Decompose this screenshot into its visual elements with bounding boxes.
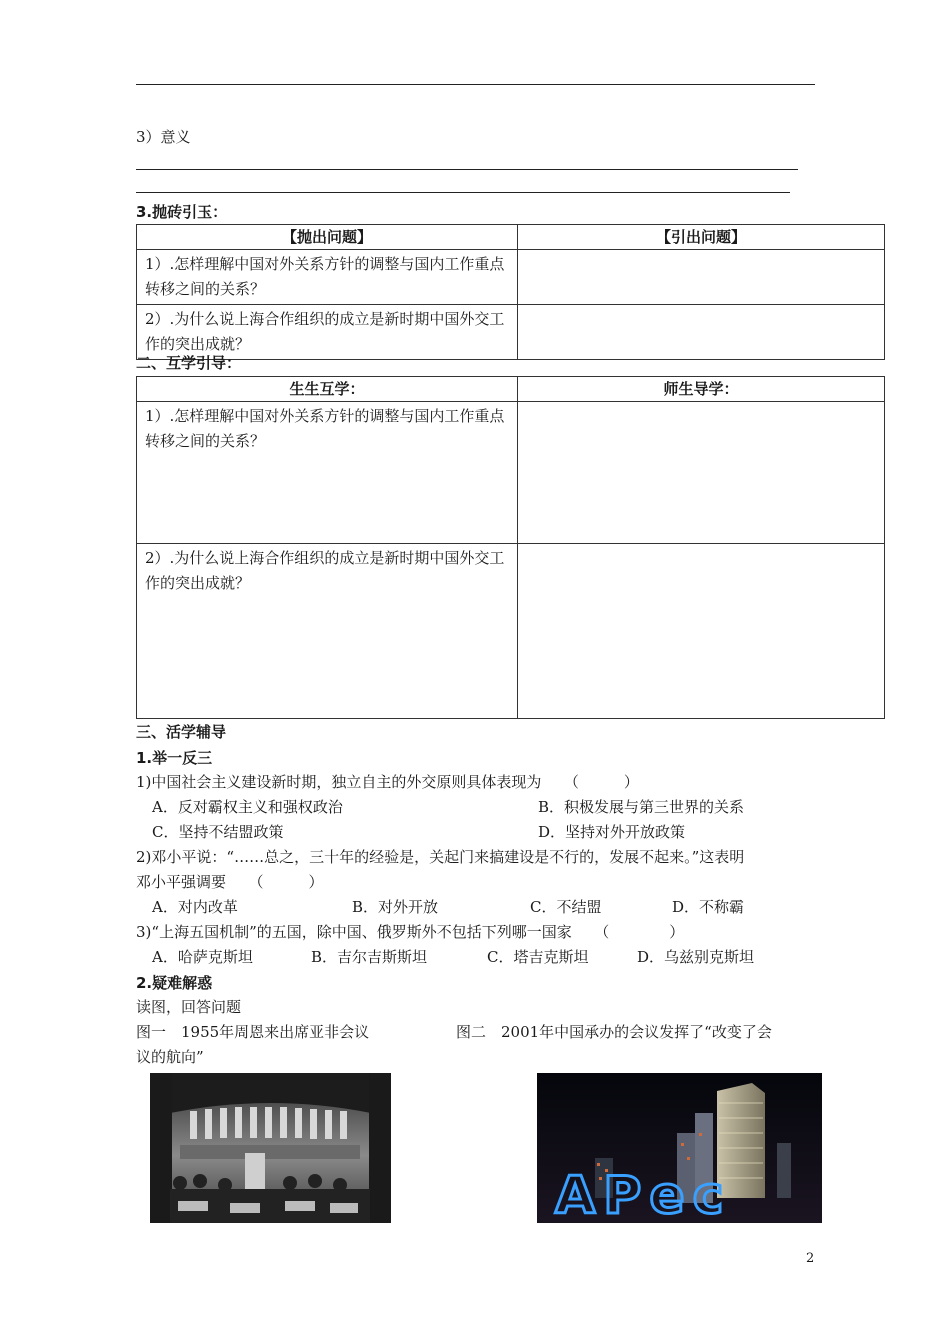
answer-line-1 [136, 169, 798, 170]
q3-option-b: B．吉尔吉斯斯坦 [311, 948, 428, 966]
table-header: 师生导学： [518, 377, 885, 402]
figure-2-photo [537, 1073, 822, 1223]
subsection-2: 2.疑难解惑 [136, 974, 213, 992]
table-cell: 2）.为什么说上海合作组织的成立是新时期中国外交工作的突出成就？ [137, 544, 518, 719]
question-3: 3)“上海五国机制”的五国，除中国、俄罗斯外不包括下列哪一国家 （ ） [136, 923, 685, 941]
paozhuan-title: 3.抛砖引玉： [136, 203, 228, 221]
answer-cell[interactable] [518, 250, 885, 305]
meaning-label: 3）意义 [136, 128, 191, 146]
q2-option-b: B．对外开放 [352, 898, 439, 916]
answer-line-2 [136, 192, 790, 193]
answer-cell[interactable] [518, 305, 885, 360]
question-2-line-1: 2)邓小平说：“……总之，三十年的经验是，关起门来搞建设是不行的，发展不起来。”这表明 [136, 848, 745, 866]
read-instruction: 读图，回答问题 [136, 998, 242, 1016]
question-2-line-2: 邓小平强调要 （ ） [136, 873, 324, 891]
q2-option-d: D．不称霸 [672, 898, 745, 916]
q1-option-d: D．坚持对外开放政策 [538, 823, 686, 841]
huxue-table [136, 376, 885, 719]
figure-1-caption: 图一 1955年周恩来出席亚非会议 [136, 1023, 370, 1041]
huxue-title: 二、互学引导： [136, 354, 242, 372]
answer-cell[interactable] [518, 402, 885, 544]
page-number: 2 [806, 1251, 815, 1266]
subsection-1: 1.举一反三 [136, 749, 213, 767]
answer-cell[interactable] [518, 544, 885, 719]
paozhuan-table [136, 224, 885, 360]
q1-option-b: B．积极发展与第三世界的关系 [538, 798, 745, 816]
figure-2-caption-line-1: 图二 2001年中国承办的会议发挥了“改变了会 [456, 1023, 772, 1041]
q1-option-c: C．坚持不结盟政策 [152, 823, 284, 841]
q3-option-d: D．乌兹别克斯坦 [637, 948, 755, 966]
q2-option-a: A．对内改革 [152, 898, 238, 916]
huoxue-title: 三、活学辅导 [136, 723, 227, 741]
q3-option-c: C．塔吉克斯坦 [487, 948, 589, 966]
figure-2-caption-line-2: 议的航向” [136, 1048, 204, 1066]
table-cell: 1）.怎样理解中国对外关系方针的调整与国内工作重点转移之间的关系？ [137, 250, 518, 305]
table-cell: 2）.为什么说上海合作组织的成立是新时期中国外交工作的突出成就？ [137, 305, 518, 360]
q2-option-c: C．不结盟 [530, 898, 602, 916]
table-header: 生生互学： [137, 377, 518, 402]
question-1: 1)中国社会主义建设新时期，独立自主的外交原则具体表现为 （ ） [136, 773, 639, 791]
table-cell: 1）.怎样理解中国对外关系方针的调整与国内工作重点转移之间的关系？ [137, 402, 518, 544]
table-header: 【抛出问题】 [137, 225, 518, 250]
apec-sign: APec [555, 1166, 732, 1223]
top-rule [136, 84, 815, 85]
q3-option-a: A．哈萨克斯坦 [152, 948, 253, 966]
table-header: 【引出问题】 [518, 225, 885, 250]
figure-1-photo [150, 1073, 391, 1223]
q1-option-a: A．反对霸权主义和强权政治 [152, 798, 343, 816]
